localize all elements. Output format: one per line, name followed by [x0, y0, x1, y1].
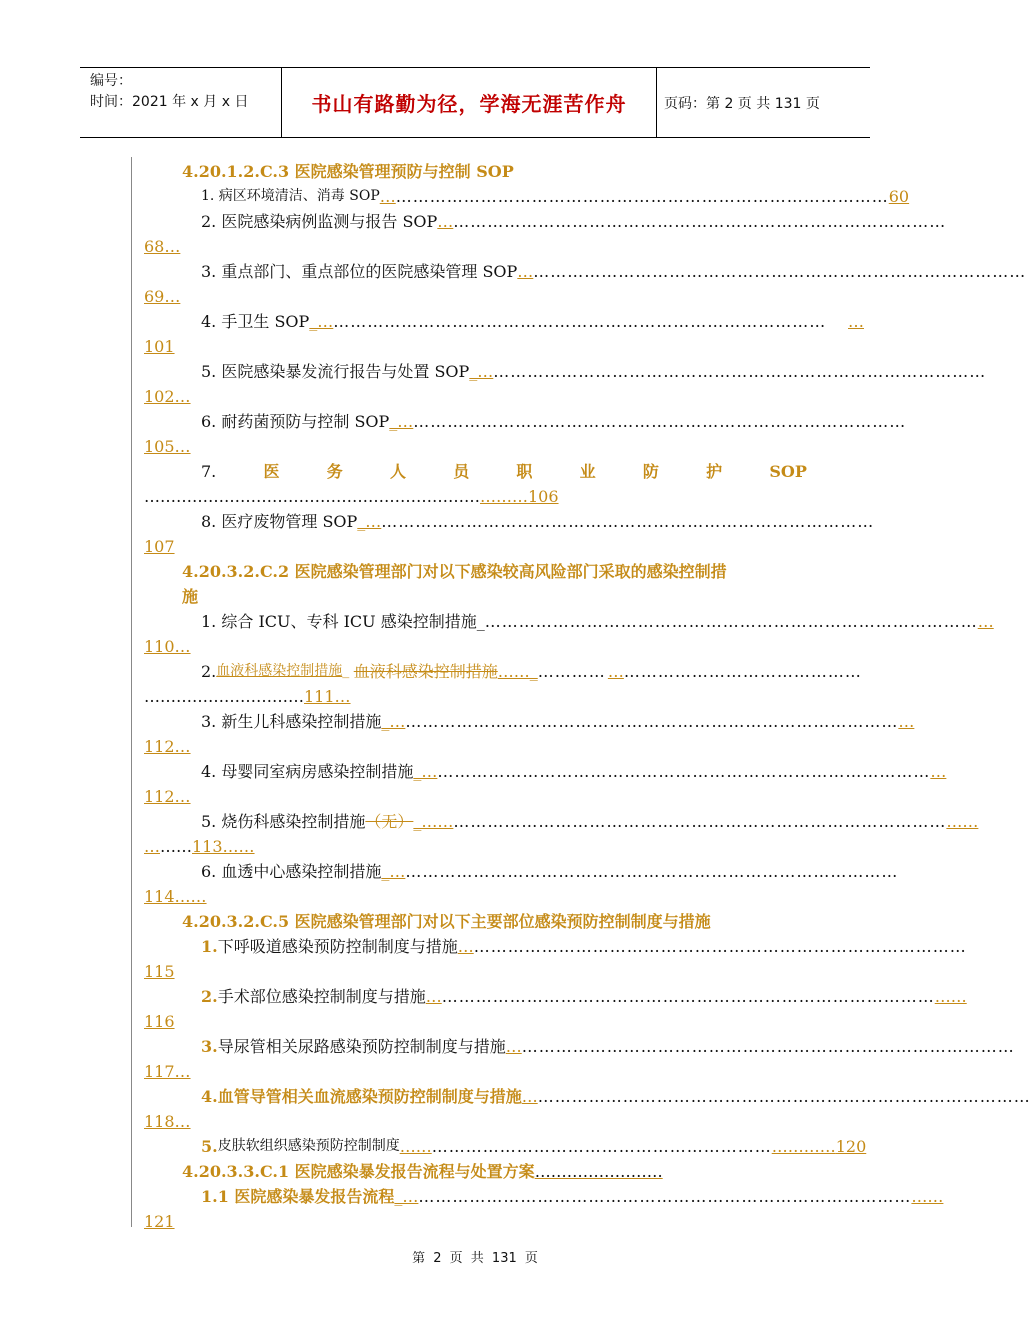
toc-leader: …: [457, 937, 474, 956]
toc-leader: _……: [413, 812, 454, 831]
toc-page-number[interactable]: 112…: [144, 737, 191, 756]
toc-leader: ……………………………………………………………………………: [533, 262, 1027, 281]
toc-word: 人: [389, 462, 406, 481]
toc-entry[interactable]: [144, 184, 910, 209]
toc-entry-label: 6. 耐药菌预防与控制 SOP: [201, 412, 390, 431]
toc-leader-line: [144, 484, 807, 509]
toc-entry-label: 手术部位感染控制制度与措施: [217, 987, 426, 1006]
toc-entry-label: 5. 烧伤科感染控制措施: [201, 812, 366, 831]
header-number: 编号：: [90, 73, 132, 89]
toc-section-heading: 4.20.3.2.C.2 医院感染管理部门对以下感染较高风险部门采取的感染控制措: [182, 562, 727, 581]
toc-word: SOP: [769, 462, 807, 481]
toc-word: 务: [326, 462, 343, 481]
toc-entry-number: 3.: [201, 1037, 218, 1056]
toc-page-number[interactable]: 102…: [144, 387, 191, 406]
toc-entry[interactable]: [144, 259, 1027, 284]
toc-entry[interactable]: [144, 984, 967, 1009]
toc-word: 防: [642, 462, 659, 481]
header-page-info: 页码：第 2 页 共 131 页: [664, 95, 820, 112]
toc-leader: …: [898, 712, 915, 731]
toc-page-number[interactable]: 117…: [144, 1062, 191, 1081]
toc-leader: …: [848, 312, 864, 331]
toc-leader: ……………………………………: [623, 662, 862, 681]
toc-entry[interactable]: [144, 1084, 1031, 1109]
toc-section-heading: 4.20.3.2.C.5 医院感染管理部门对以下主要部位感染预防控制制度与措施: [182, 912, 711, 931]
toc-entry-number: 1.: [201, 937, 218, 956]
toc-leader: ……_: [497, 662, 538, 681]
toc-leader: ……………………………………………………………………………: [453, 812, 947, 831]
toc-leader: ……………………………………………………………………………: [405, 862, 899, 881]
toc-leader: ……: [911, 1187, 944, 1206]
toc-leader: ……………………………………………………………………………: [484, 612, 978, 631]
margin-line: [131, 157, 132, 1227]
toc-leader: ……: [160, 837, 192, 856]
toc-page-number[interactable]: 115: [144, 962, 175, 981]
toc-entry-label: 6. 血透中心感染控制措施: [201, 862, 382, 881]
toc-entry-label: 导尿管相关尿路感染预防控制制度与措施: [217, 1037, 506, 1056]
toc-leader: …: [144, 837, 160, 856]
toc-leader: …: [517, 262, 534, 281]
toc-entry[interactable]: [144, 509, 875, 534]
toc-entry-label: 下呼吸道感染预防控制制度与措施: [217, 937, 458, 956]
toc-entry-label: 4. 手卫生 SOP: [201, 312, 310, 331]
toc-leader: ……………………………………………………: [431, 1137, 772, 1156]
toc-leader: ……: [934, 987, 967, 1006]
toc-entry-number: 2.: [201, 987, 218, 1006]
toc-leader: _…: [394, 1187, 419, 1206]
toc-leader: _: [342, 663, 354, 679]
toc-entry[interactable]: [144, 309, 864, 334]
toc-entry[interactable]: [144, 1034, 1015, 1059]
toc-section-heading: 4.20.1.2.C.3 医院感染管理预防与控制 SOP: [182, 162, 514, 181]
toc-entry[interactable]: [144, 1134, 867, 1159]
toc-leader: …………………………: [144, 687, 304, 706]
toc-page-number[interactable]: 118…: [144, 1112, 191, 1131]
toc-leader: …: [607, 662, 624, 681]
toc-leader: …: [437, 212, 454, 231]
toc-leader: …: [521, 1087, 538, 1106]
toc-entry[interactable]: [144, 1184, 944, 1209]
toc-leader: _: [476, 612, 485, 631]
toc-page-number[interactable]: 116: [144, 1012, 175, 1031]
toc-entry[interactable]: [144, 759, 947, 784]
toc-leader: ……………………………………………………………………………: [333, 312, 827, 331]
toc-page-number[interactable]: 114……: [144, 887, 207, 906]
toc-page-number[interactable]: 68…: [144, 237, 181, 256]
toc-word: 员: [453, 462, 470, 481]
toc-entry-deleted: （无）: [365, 812, 414, 831]
toc-entry[interactable]: [144, 659, 864, 684]
toc-entry-label: 4. 母婴同室病房感染控制措施: [201, 762, 414, 781]
toc-entry-number: 5.: [201, 1137, 218, 1156]
toc-leader: ………………………………………………………: [144, 487, 480, 506]
toc-leader: ……………………………………………………………………………: [441, 987, 935, 1006]
toc-leader: ……: [399, 1137, 432, 1156]
toc-entry-label: 皮肤软组织感染预防控制制度: [217, 1138, 400, 1154]
toc-leader: _…: [381, 862, 406, 881]
toc-page-number[interactable]: 101: [144, 337, 175, 356]
toc-entry-label: 3. 新生儿科感染控制措施: [201, 712, 382, 731]
toc-entry[interactable]: [144, 809, 979, 834]
toc-leader: ………: [480, 487, 528, 506]
toc-leader: …: [425, 987, 442, 1006]
toc-leader: _…: [469, 362, 494, 381]
toc-leader: …: [379, 187, 396, 206]
toc-word: 护: [706, 462, 723, 481]
toc-leader: ……………………………………………………………………………: [453, 212, 947, 231]
toc-page-number[interactable]: 69…: [144, 287, 181, 306]
toc-entry-label: 8. 医疗废物管理 SOP: [201, 512, 358, 531]
toc-entry-label: 1. 病区环境清洁、消毒 SOP: [201, 188, 380, 204]
toc-entry-label: 5. 医院感染暴发流行报告与处置 SOP: [201, 362, 470, 381]
toc-entry-label: 3. 重点部门、重点部位的医院感染管理 SOP: [201, 262, 518, 281]
toc-leader: ……………………………………………………………………………: [418, 1187, 912, 1206]
toc-entry-number: 2.: [201, 662, 217, 681]
toc-entry-label: 2. 医院感染病例监测与报告 SOP: [201, 212, 438, 231]
toc-leader: ……………………………………………………………………………: [437, 762, 931, 781]
toc-leader: _…: [413, 762, 438, 781]
toc-leader: _…: [381, 712, 406, 731]
toc-leader: …………: [771, 1137, 836, 1156]
toc-leader: …: [977, 612, 994, 631]
toc-page-number[interactable]: 107: [144, 537, 175, 556]
page-footer: 第 2 页 共 131 页: [412, 1251, 538, 1266]
toc-entry-inserted: 血液科感染控制措施: [216, 663, 343, 679]
toc-entry-justified[interactable]: [144, 459, 807, 484]
toc-entry[interactable]: [144, 209, 947, 234]
toc-page-number[interactable]: 112…: [144, 787, 191, 806]
toc-leader: ……………………………………………………………………………: [537, 1087, 1031, 1106]
toc-entry[interactable]: [144, 409, 907, 434]
toc-leader: …: [930, 762, 947, 781]
toc-entry[interactable]: [144, 609, 994, 634]
page-header: [80, 67, 870, 138]
toc-leader: ……………………………………………………………………………: [381, 512, 875, 531]
toc-page-number[interactable]: 111…: [304, 687, 351, 706]
header-motto: 书山有路勤为径，学海无涯苦作舟: [281, 68, 657, 137]
toc-entry-label: 1. 综合 ICU、专科 ICU 感染控制措施: [201, 612, 477, 631]
toc-leader: ……………………………………………………………………………: [405, 712, 899, 731]
toc-page-number[interactable]: 110…: [144, 637, 191, 656]
toc-leader: ……………………………………………………………………………: [473, 937, 967, 956]
toc-section-heading-cont: 施: [182, 587, 199, 606]
toc-word: 职: [516, 462, 533, 481]
toc-page-number[interactable]: 60: [888, 187, 910, 206]
toc-leader: _…: [357, 512, 382, 531]
toc-entry[interactable]: [144, 709, 915, 734]
toc-page-number[interactable]: 120: [835, 1137, 867, 1156]
toc-leader: ……………………………………………………………………………: [395, 187, 889, 206]
toc-entry-deleted: 血液科感染控制措施: [353, 662, 498, 681]
toc-page-number[interactable]: 113……: [192, 837, 255, 856]
header-time: 时间：2021 年 x 月 x 日: [90, 94, 249, 110]
toc-entry[interactable]: [144, 934, 967, 959]
toc-leader: ……: [946, 812, 979, 831]
toc-leader: …: [505, 1037, 522, 1056]
toc-leader: _…: [309, 312, 334, 331]
toc-leader: …………: [537, 662, 606, 681]
toc-leader: ……………………………………………………………………………: [493, 362, 987, 381]
toc-word: 医: [263, 462, 280, 481]
toc-page-number[interactable]: 121: [144, 1212, 175, 1231]
toc-leader: ……………………………………………………………………………: [413, 412, 907, 431]
toc-entry-number: 7.: [201, 462, 217, 481]
toc-entry[interactable]: [144, 359, 987, 384]
header-meta: [80, 68, 280, 137]
toc-word: 业: [579, 462, 596, 481]
toc-leader: _…: [389, 412, 414, 431]
toc-leader: ……………………: [534, 1162, 663, 1181]
toc-page-number[interactable]: 106: [528, 487, 559, 506]
toc-section-label: 4.20.3.3.C.1 医院感染暴发报告流程与处置方案: [182, 1162, 535, 1181]
toc-entry-label: 4.血管导管相关血流感染预防控制制度与措施: [201, 1087, 522, 1106]
toc-entry-label: 1.1 医院感染暴发报告流程: [201, 1187, 395, 1206]
toc-leader: ……………………………………………………………………………: [521, 1037, 1015, 1056]
toc-leader-line: [144, 684, 807, 709]
toc-page-number[interactable]: 105…: [144, 437, 191, 456]
toc-entry[interactable]: [144, 859, 899, 884]
toc-leader-line: [144, 834, 807, 859]
toc-section-heading: [144, 1159, 845, 1184]
